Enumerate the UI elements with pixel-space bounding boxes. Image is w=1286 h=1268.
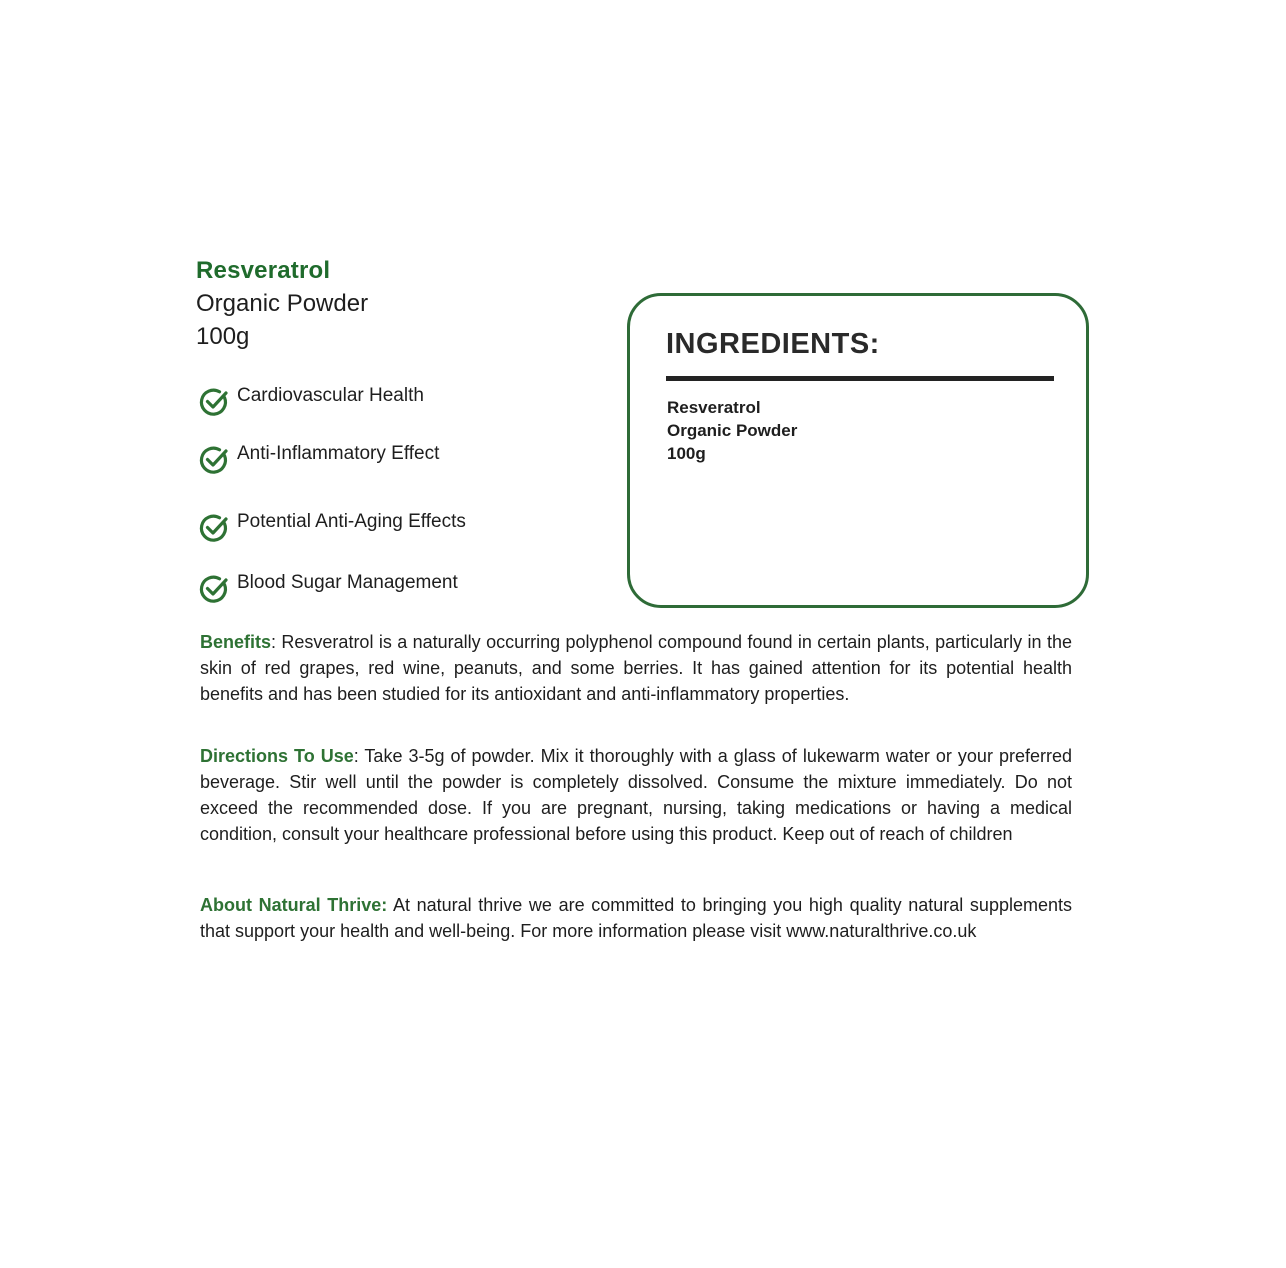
- check-circle-icon: [198, 573, 230, 605]
- product-name: Resveratrol: [196, 257, 331, 284]
- directions-text: : Take 3-5g of powder. Mix it thoroughly with a glass of lukewarm water or your preferred beverage. Stir well until the powder is completely dissolved. Consume the mixture immediately. Do not exceed the recommended dose. If you are pregnant, nursing, taking medications or having a medical condition, consult your healthcare professional before using this product. Keep out of reach of children: [200, 746, 1072, 844]
- benefit-item-anti-aging: [198, 510, 466, 544]
- benefit-label: Cardiovascular Health: [237, 385, 424, 406]
- benefits-heading: Benefits: [200, 632, 272, 652]
- directions-heading: Directions To Use: [200, 746, 354, 766]
- benefit-item-cardiovascular: [198, 384, 424, 418]
- ingredient-line: Organic Powder: [667, 421, 798, 440]
- benefits-paragraph: [200, 629, 1072, 707]
- check-circle-icon: [198, 512, 230, 544]
- about-heading: About Natural Thrive:: [200, 895, 388, 915]
- product-size: 100g: [196, 323, 250, 350]
- ingredient-line: Resveratrol: [667, 398, 761, 417]
- ingredients-divider: [666, 376, 1054, 381]
- check-circle-icon: [198, 386, 230, 418]
- ingredients-title: INGREDIENTS:: [666, 328, 880, 360]
- benefit-item-anti-inflammatory: [198, 442, 439, 476]
- benefit-item-blood-sugar: [198, 571, 458, 605]
- benefit-label: Potential Anti-Aging Effects: [237, 511, 466, 532]
- about-text: At natural thrive we are committed to bringing you high quality natural supplements that support your health and well-being. For more information please visit www.naturalthrive.co.uk: [200, 895, 1072, 941]
- ingredient-line: 100g: [667, 444, 706, 463]
- benefits-text: : Resveratrol is a naturally occurring polyphenol compound found in certain plants, particularly in the skin of red grapes, red wine, peanuts, and some berries. It has gained attention for its potential health benefits and has been studied for its antioxidant and anti-inflammatory properties.: [200, 632, 1072, 704]
- benefit-label: Blood Sugar Management: [237, 572, 458, 593]
- directions-paragraph: [200, 743, 1072, 847]
- benefit-label: Anti-Inflammatory Effect: [237, 443, 440, 464]
- product-type: Organic Powder: [196, 290, 369, 317]
- ingredients-card: [627, 293, 1089, 608]
- check-circle-icon: [198, 444, 230, 476]
- about-paragraph: [200, 892, 1072, 944]
